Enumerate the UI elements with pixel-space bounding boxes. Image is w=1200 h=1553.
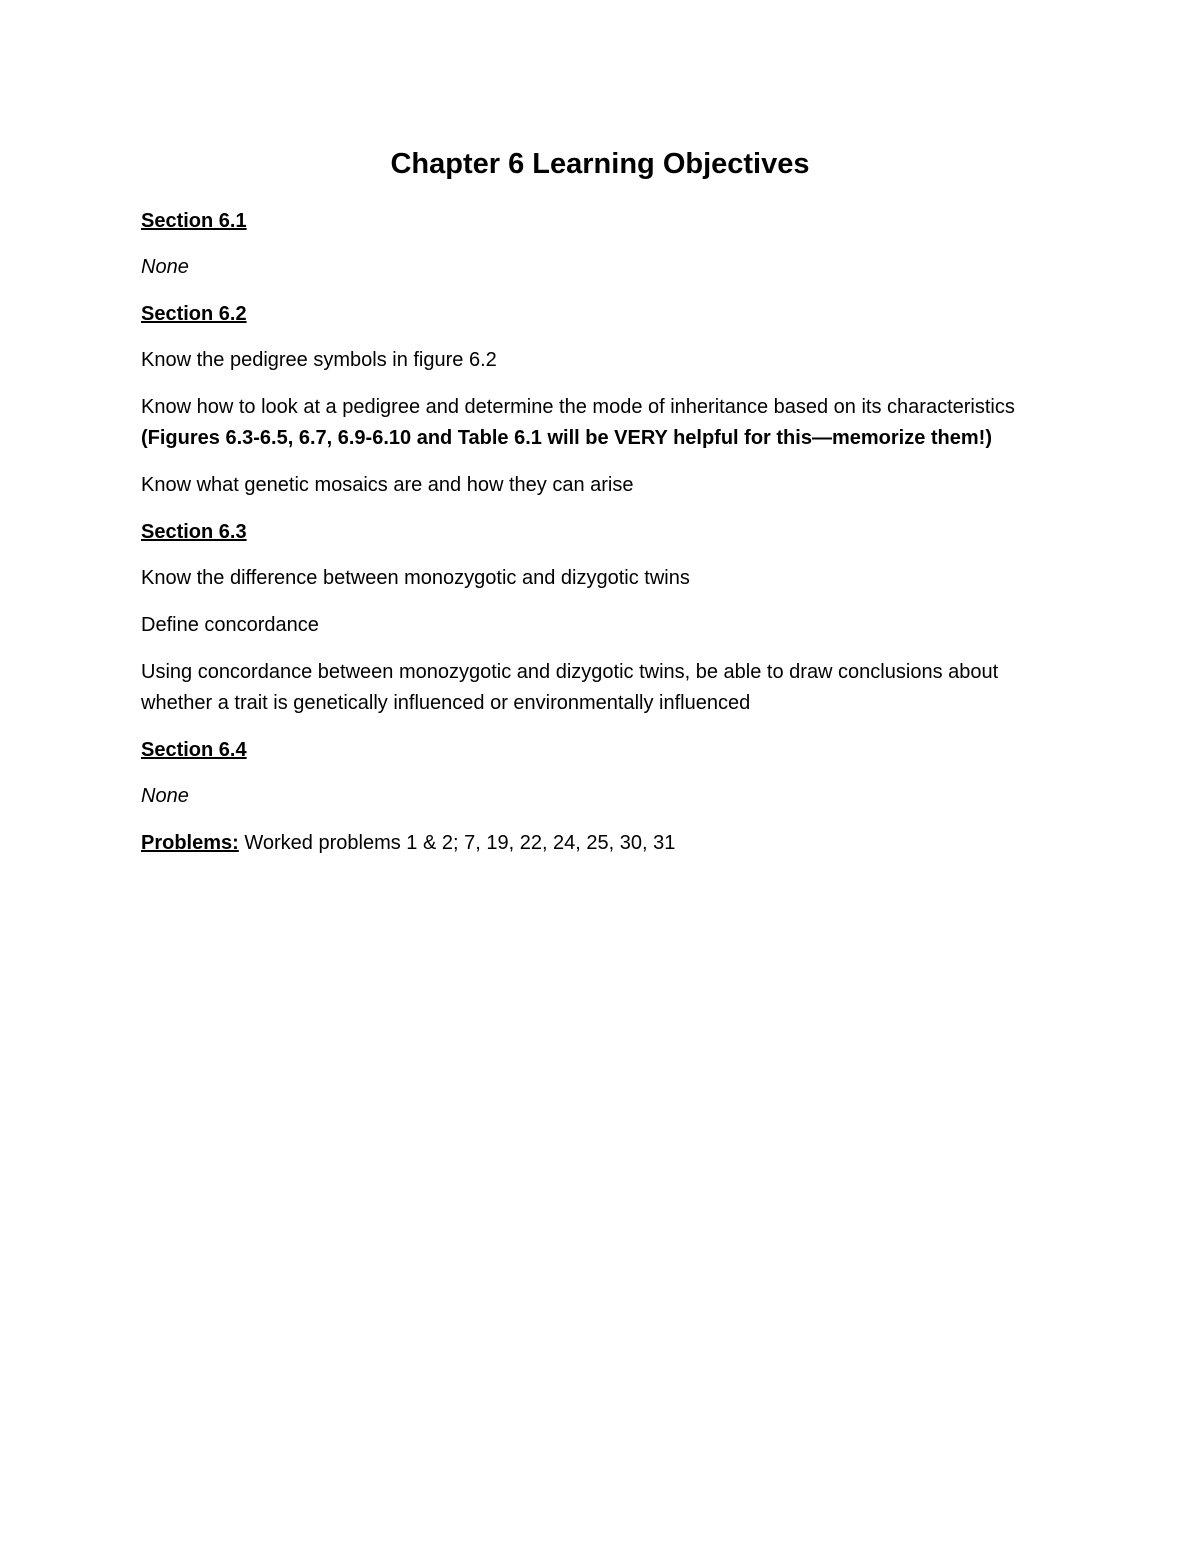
section-6-1 [141,206,1059,283]
objective-text: Know the difference between monozygotic and dizygotic twins [141,567,690,589]
objective-text: Know how to look at a pedigree and determine the mode of inheritance based on its characteristics [141,396,1015,418]
document-content [141,146,1059,875]
problems-list: Worked problems 1 & 2; 7, 19, 22, 24, 25, 30, 31 [238,832,676,854]
objective-text: Define concordance [141,614,319,636]
section-heading: Section 6.1 [141,210,247,232]
objective-text: Know what genetic mosaics are and how they can arise [141,474,634,496]
objective-text: Know the pedigree symbols in figure 6.2 [141,349,497,371]
section-heading: Section 6.3 [141,521,247,543]
section-heading: Section 6.2 [141,303,247,325]
section-6-4 [141,735,1059,812]
document-title: Chapter 6 Learning Objectives [390,148,810,180]
problems-line [141,828,1059,859]
objective-text: Using concordance between monozygotic and dizygotic twins, be able to draw conclusions about whether a trait is genetically influenced or environmentally influenced [141,661,999,714]
objective-text: None [141,785,189,807]
objective-text: None [141,256,189,278]
problems-label: Problems: [141,832,239,854]
section-6-2 [141,299,1059,501]
objective-paragraph [141,392,1059,454]
section-heading: Section 6.4 [141,739,247,761]
objective-bold-note: (Figures 6.3-6.5, 6.7, 6.9-6.10 and Table 6.1 will be VERY helpful for this—memorize them!) [141,427,992,449]
section-6-3 [141,517,1059,719]
